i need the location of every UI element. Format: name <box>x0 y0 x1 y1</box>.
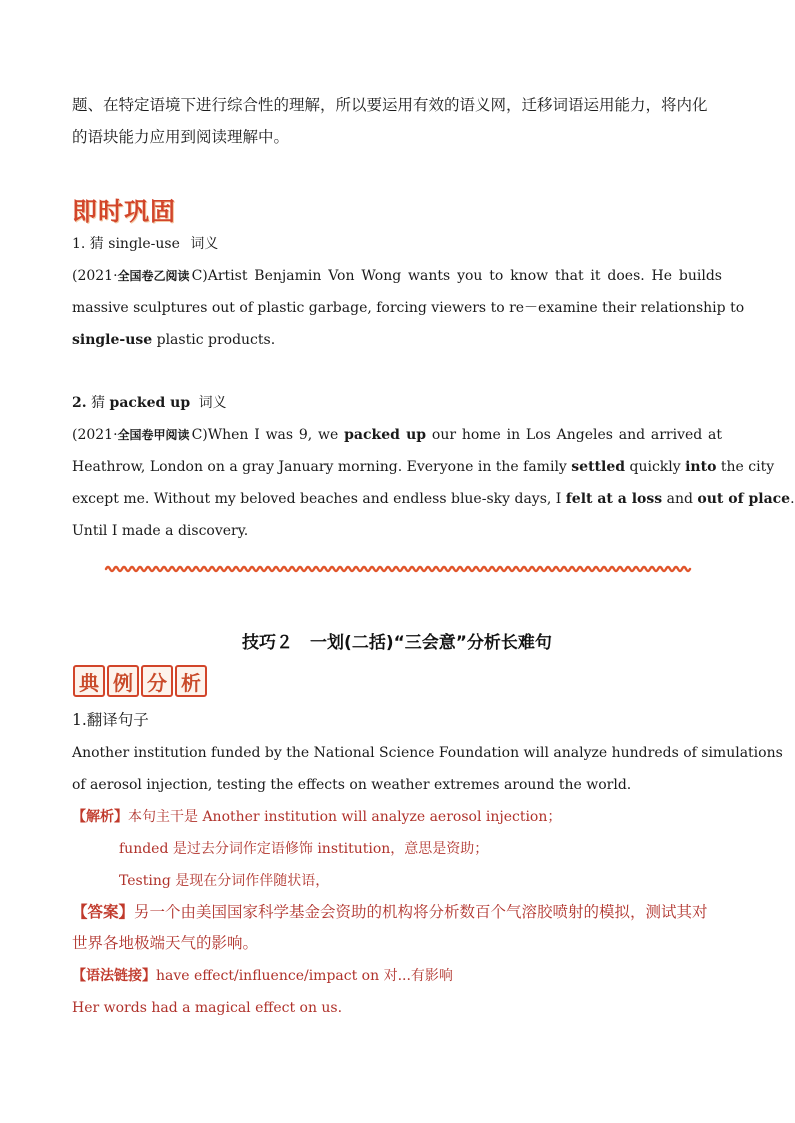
q2-line-3: except me. Without my beloved beaches and endless blue-sky days, I felt at a loss and out of place. <box>72 491 795 507</box>
answer-text-1: 另一个由美国国家科学基金会资助的机构将分析数百个气溶胶喷射的模拟，测试其对 <box>134 903 708 921</box>
grammar-text: have effect/influence/impact on 对...有影响 <box>156 968 453 984</box>
grammar-label: 【语法链接】 <box>72 968 156 984</box>
q1-line-2: massive sculptures out of plastic garbage, forcing viewers to re－examine their relationship to <box>72 300 745 316</box>
answer-label: 【答案】 <box>72 902 135 921</box>
q1-term-bold: single-use <box>72 332 153 348</box>
q2-line-4: Until I made a discovery. <box>72 523 249 539</box>
intro-line-1: 题、在特定语境下进行综合性的理解，所以要运用有效的语义网，迁移词语运用能力，将内化 <box>72 96 708 114</box>
section-title: 技巧２ 一划(二括)“三会意”分析长难句 <box>242 633 552 653</box>
analysis-line-3: Testing 是现在分词作伴随状语， <box>119 873 330 889</box>
q2-line-1-text: C)When I was 9, we packed up our home in Los Angeles and arrived at <box>191 427 723 443</box>
q1-line-1-text: C)Artist Benjamin Von Wong wants you to know that it does. He builds <box>191 268 722 284</box>
q2-heading-num: 2. <box>72 395 87 411</box>
tile-char: 分 <box>141 665 173 697</box>
tile-char: 例 <box>107 665 139 697</box>
banner-char: 时 <box>98 197 125 226</box>
wavy-divider <box>104 563 690 575</box>
grammar-link-line <box>72 967 722 985</box>
q1-line-1 <box>72 267 722 285</box>
example-analysis-tiles <box>73 665 207 697</box>
q1-heading-num: 1. 猜 <box>72 236 104 252</box>
consolidation-banner <box>72 192 176 228</box>
q1-line-3 <box>72 331 722 349</box>
q1-line-3-text: plastic products. <box>152 332 276 348</box>
q2-heading-term: packed up <box>109 395 191 411</box>
analysis-line-1 <box>72 808 722 826</box>
analysis-text-1: 本句主干是 Another institution will analyze aerosol injection； <box>128 809 562 825</box>
q2-heading-cai: 猜 <box>91 395 106 411</box>
q2-line-2: Heathrow, London on a gray January morning. Everyone in the family settled quickly into the city <box>72 459 775 475</box>
banner-char: 即 <box>72 197 99 226</box>
q1-heading <box>72 235 722 253</box>
answer-line-1 <box>72 903 722 921</box>
tile-char: 典 <box>73 665 105 697</box>
answer-line-2: 世界各地极端天气的影响。 <box>72 934 259 952</box>
analysis-label: 【解析】 <box>72 809 128 825</box>
q1-heading-suffix: 词义 <box>190 236 219 252</box>
banner-char: 巩 <box>124 197 151 226</box>
grammar-example: Her words had a magical effect on us. <box>72 1000 343 1016</box>
tile-char: 析 <box>175 665 207 697</box>
q1-source-name: 全国卷乙阅读 <box>117 269 190 283</box>
example-heading: 1.翻译句子 <box>72 711 149 729</box>
example-sentence-1: Another institution funded by the National Science Foundation will analyze hundreds of simulations <box>72 745 783 761</box>
intro-line-2: 的语块能力应用到阅读理解中。 <box>72 128 290 146</box>
banner-char: 固 <box>150 197 177 226</box>
example-sentence-2: of aerosol injection, testing the effects on weather extremes around the world. <box>72 777 632 793</box>
q1-heading-term: single-use <box>108 236 180 252</box>
q2-source-year: (2021· <box>72 427 118 443</box>
q1-source-year: (2021· <box>72 268 118 284</box>
q2-heading-suffix: 词义 <box>198 395 227 411</box>
analysis-line-2: funded 是过去分词作定语修饰 institution，意思是资助； <box>119 841 489 857</box>
q2-source-name: 全国卷甲阅读 <box>117 428 190 442</box>
q2-line-1 <box>72 426 722 444</box>
q2-heading <box>72 394 722 412</box>
